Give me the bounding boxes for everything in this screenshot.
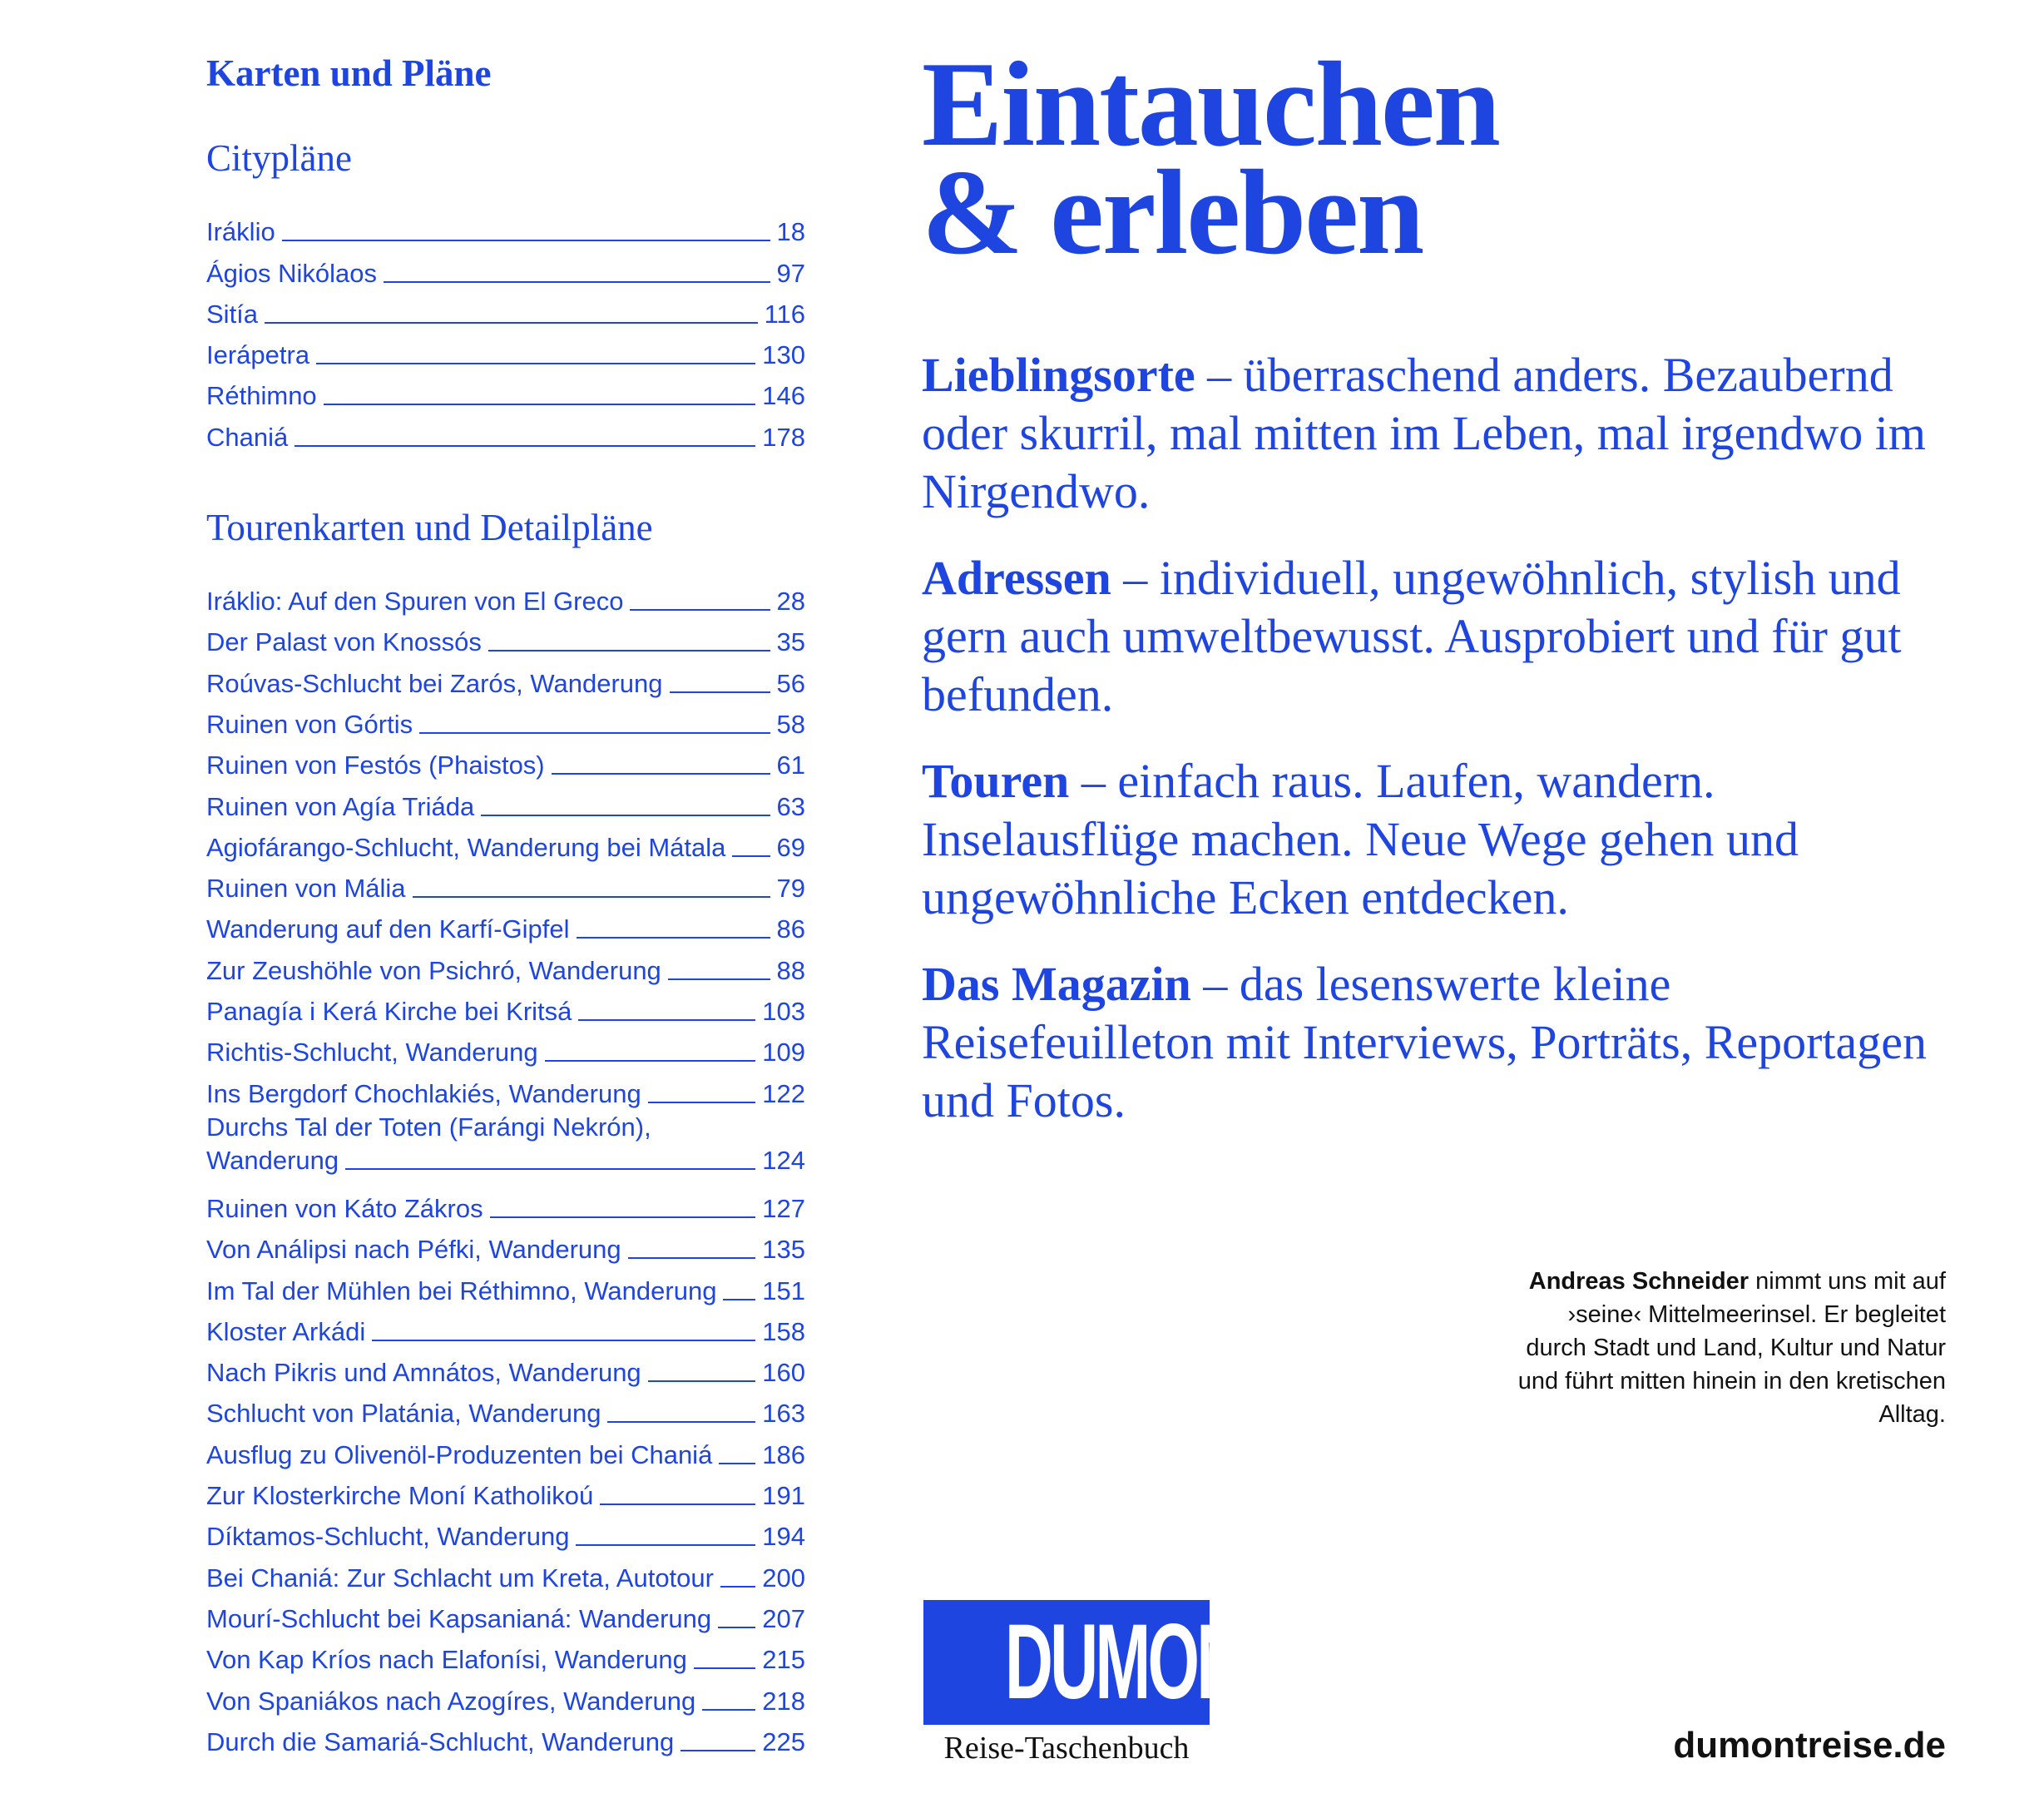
toc-page-number: 146 <box>762 381 805 411</box>
toc-entry-title: Der Palast von Knossós <box>206 627 482 657</box>
toc-entry-title: Agiofárango-Schlucht, Wanderung bei Mátala <box>206 832 726 862</box>
toc-page-number: 215 <box>762 1645 805 1675</box>
dot-leader <box>607 1421 755 1423</box>
toc-page-number: 207 <box>762 1603 805 1633</box>
toc-page-number: 158 <box>762 1316 805 1346</box>
toc-entry-title: Roúvas-Schlucht bei Zarós, Wanderung <box>206 668 663 698</box>
toc-entry <box>206 741 805 782</box>
toc-page-number: 109 <box>762 1038 805 1068</box>
toc-entry-title: Ausflug zu Olivenöl-Produzenten bei Chaniá <box>206 1439 713 1469</box>
dot-leader <box>694 1667 755 1669</box>
toc-entry-title: Im Tal der Mühlen bei Réthimno, Wanderung <box>206 1276 717 1305</box>
feature-term: Lieblingsorte <box>922 348 1195 402</box>
toc-page-number: 191 <box>762 1481 805 1511</box>
dumont-logo <box>923 1600 1279 1770</box>
dot-leader <box>324 404 756 405</box>
toc-page-number: 35 <box>776 627 805 657</box>
toc-entry-title: Durch die Samariá-Schlucht, Wanderung <box>206 1726 675 1756</box>
toc-entry-title: Réthimno <box>206 381 317 411</box>
dot-leader <box>265 322 758 324</box>
toc-entry <box>206 1390 805 1430</box>
toc-page-number: 186 <box>762 1439 805 1469</box>
toc-entry <box>206 1718 805 1759</box>
feature-text: – einfach raus. Laufen, wandern. Inselausflüge machen. Neue Wege gehen und ungewöhnliche Ecken entdecken. <box>922 754 1799 924</box>
dot-leader <box>282 240 770 241</box>
toc-entry <box>206 1513 805 1553</box>
title-line-2: & erleben <box>922 145 1423 280</box>
toc-entry-title: Ruinen von Festós (Phaistos) <box>206 750 545 780</box>
toc-entry <box>206 208 805 249</box>
toc-entry-title: Díktamos-Schlucht, Wanderung <box>206 1522 570 1552</box>
dot-leader <box>718 1627 755 1628</box>
toc-entry <box>206 372 805 413</box>
toc-entry-row <box>206 1144 805 1177</box>
dot-leader <box>490 1216 756 1218</box>
toc-entry <box>206 824 805 864</box>
toc-entry-title: Chaniá <box>206 422 289 452</box>
logo-wordmark-text: DUMONT <box>1004 1603 1279 1721</box>
toc-entry <box>206 1111 805 1185</box>
dot-leader <box>648 1380 756 1382</box>
title-line-1: Eintauchen <box>922 37 1499 171</box>
toc-page-number: 218 <box>762 1686 805 1716</box>
section-title: Karten und Pläne <box>206 52 492 94</box>
toc-entry <box>206 782 805 823</box>
toc-entry <box>206 1028 805 1069</box>
toc-entry <box>206 1472 805 1513</box>
dot-leader <box>552 773 770 775</box>
toc-entry-title: Nach Pikris und Amnátos, Wanderung <box>206 1358 641 1388</box>
logo-subtitle: Reise-Taschenbuch <box>943 1731 1190 1766</box>
feature-term: Das Magazin <box>922 957 1191 1011</box>
toc-page-number: 86 <box>776 914 805 944</box>
dot-leader <box>681 1750 755 1751</box>
toc-entry <box>206 946 805 987</box>
toc-entry-title: Ruinen von Mália <box>206 874 406 904</box>
toc-page-number: 178 <box>762 422 805 452</box>
toc-page-number: 130 <box>762 340 805 370</box>
toc-entry-title: Richtis-Schlucht, Wanderung <box>206 1038 538 1068</box>
dot-leader <box>413 896 770 898</box>
toc-page-number: 163 <box>762 1399 805 1429</box>
dot-leader <box>630 609 770 611</box>
dot-leader <box>719 1463 755 1464</box>
toc-entry-title: Wanderung <box>206 1145 339 1175</box>
toc-entry-title: Iráklio: Auf den Spuren von El Greco <box>206 587 624 617</box>
promo-column <box>922 37 1962 1158</box>
toc-entry-title: Zur Klosterkirche Moní Katholikoú <box>206 1481 594 1511</box>
dot-leader <box>668 978 770 980</box>
feature-paragraph <box>922 346 1962 521</box>
dot-leader <box>723 1299 755 1300</box>
tour-maps-heading: Tourenkarten und Detailpläne <box>206 506 653 548</box>
toc-page-number: 124 <box>762 1145 805 1175</box>
toc-page-number: 88 <box>776 955 805 985</box>
toc-entry-title: Panagía i Kerá Kirche bei Kritsá <box>206 997 572 1027</box>
toc-entry <box>206 1430 805 1471</box>
feature-term: Adressen <box>922 551 1111 605</box>
toc-page-number: 56 <box>776 668 805 698</box>
dot-leader <box>488 650 770 651</box>
toc-page-number: 200 <box>762 1563 805 1593</box>
feature-paragraph <box>922 549 1962 724</box>
dot-leader <box>294 445 755 447</box>
toc-page-number: 127 <box>762 1193 805 1223</box>
feature-paragraph <box>922 955 1962 1130</box>
toc-page-number: 61 <box>776 750 805 780</box>
toc-entry-title: Von Spaniákos nach Azogíres, Wanderung <box>206 1686 696 1716</box>
toc-entry <box>206 413 805 453</box>
toc-page-number: 79 <box>776 874 805 904</box>
toc-page-number: 97 <box>776 258 805 288</box>
toc-page-number: 194 <box>762 1522 805 1552</box>
toc-entry <box>206 577 805 618</box>
toc-entry-title: Ruinen von Górtis <box>206 709 413 739</box>
toc-entry <box>206 1349 805 1390</box>
toc-page-number: 135 <box>762 1235 805 1265</box>
author-bio <box>1513 1265 1946 1431</box>
toc-entry <box>206 1636 805 1677</box>
toc-entry <box>206 701 805 741</box>
dot-leader <box>648 1102 756 1103</box>
city-maps-list <box>206 208 805 454</box>
dot-leader <box>345 1168 755 1170</box>
dot-leader <box>419 732 770 734</box>
toc-page-number: 69 <box>776 832 805 862</box>
toc-entry-title: Iráklio <box>206 217 275 247</box>
toc-entry <box>206 659 805 700</box>
toc-entry <box>206 1595 805 1636</box>
dot-leader <box>545 1060 756 1062</box>
toc-entry <box>206 290 805 331</box>
dot-leader <box>720 1586 755 1588</box>
feature-text: – überraschend anders. Bezaubernd oder skurril, mal mitten im Leben, mal irgendwo im Nirgendwo. <box>922 348 1927 518</box>
dot-leader <box>670 691 770 693</box>
maps-index <box>206 48 805 1759</box>
toc-entry-title: Kloster Arkádi <box>206 1316 366 1346</box>
feature-paragraph <box>922 752 1962 927</box>
toc-entry <box>206 905 805 946</box>
toc-entry-title: Sitía <box>206 299 259 329</box>
dot-leader <box>481 815 770 816</box>
toc-page-number: 28 <box>776 587 805 617</box>
toc-page-number: 122 <box>762 1078 805 1108</box>
dot-leader <box>372 1340 755 1341</box>
toc-entry-title: Mourí-Schlucht bei Kapsanianá: Wanderung <box>206 1603 712 1633</box>
toc-entry <box>206 1677 805 1717</box>
toc-page-number: 103 <box>762 997 805 1027</box>
dot-leader <box>600 1503 755 1505</box>
toc-entry-title: Zur Zeushöhle von Psichró, Wanderung <box>206 955 661 985</box>
toc-entry-title: Ruinen von Agía Triáda <box>206 791 475 821</box>
toc-entry-title: Schlucht von Platánia, Wanderung <box>206 1399 601 1429</box>
feature-list <box>922 346 1962 1130</box>
toc-entry <box>206 1266 805 1307</box>
toc-page-number: 160 <box>762 1358 805 1388</box>
toc-entry-title: Von Análipsi nach Péfki, Wanderung <box>206 1235 621 1265</box>
author-name: Andreas Schneider <box>1528 1268 1750 1295</box>
toc-entry <box>206 1553 805 1594</box>
toc-entry-title: Ágios Nikólaos <box>206 258 378 288</box>
feature-term: Touren <box>922 754 1070 808</box>
toc-page-number: 58 <box>776 709 805 739</box>
toc-entry-title-line: Durchs Tal der Toten (Farángi Nekrón), <box>206 1112 651 1142</box>
feature-text: – das lesenswerte kleine Reisefeuilleton mit Interviews, Porträts, Reportagen und Fotos. <box>922 957 1928 1127</box>
toc-entry <box>206 249 805 290</box>
toc-entry <box>206 331 805 372</box>
dot-leader <box>577 937 770 939</box>
toc-page-number: 225 <box>762 1726 805 1756</box>
dot-leader <box>628 1257 756 1259</box>
toc-entry <box>206 1185 805 1226</box>
toc-page-number: 18 <box>776 217 805 247</box>
feature-text: – individuell, ungewöhnlich, stylish und gern auch umweltbewusst. Ausprobiert und für gut befunden. <box>922 551 1902 721</box>
website-url: dumontreise.de <box>1673 1725 1946 1766</box>
dot-leader <box>578 1019 755 1021</box>
toc-entry-title: Ruinen von Káto Zákros <box>206 1193 483 1223</box>
toc-entry-title: Wanderung auf den Karfí-Gipfel <box>206 914 570 944</box>
toc-entry-title: Bei Chaniá: Zur Schlacht um Kreta, Autotour <box>206 1563 714 1593</box>
toc-page-number: 116 <box>764 299 805 329</box>
toc-entry <box>206 1308 805 1349</box>
dot-leader <box>732 855 770 857</box>
city-maps-heading: Citypläne <box>206 137 352 179</box>
logo-wordmark <box>923 1600 1279 1725</box>
toc-entry <box>206 1069 805 1110</box>
toc-entry-title: Ins Bergdorf Chochlakiés, Wanderung <box>206 1078 641 1108</box>
dot-leader <box>384 281 770 283</box>
toc-entry-title: Von Kap Kríos nach Elafonísi, Wanderung <box>206 1645 687 1675</box>
toc-entry <box>206 864 805 905</box>
toc-entry <box>206 988 805 1028</box>
dot-leader <box>576 1544 755 1546</box>
toc-entry-title: Ierápetra <box>206 340 310 370</box>
tour-maps-list <box>206 577 805 1759</box>
toc-page-number: 151 <box>762 1276 805 1305</box>
toc-entry <box>206 1226 805 1266</box>
dot-leader <box>316 363 755 364</box>
toc-page-number: 63 <box>776 791 805 821</box>
dot-leader <box>702 1709 755 1711</box>
toc-entry <box>206 618 805 659</box>
page-title <box>922 37 1962 280</box>
author-bio-text: nimmt uns mit auf ›seine‹ Mittelmeerinsel. Er begleitet durch Stadt und Land, Kultur und Natur und führt mitten hinein in den kretischen Alltag. <box>1517 1268 1946 1428</box>
